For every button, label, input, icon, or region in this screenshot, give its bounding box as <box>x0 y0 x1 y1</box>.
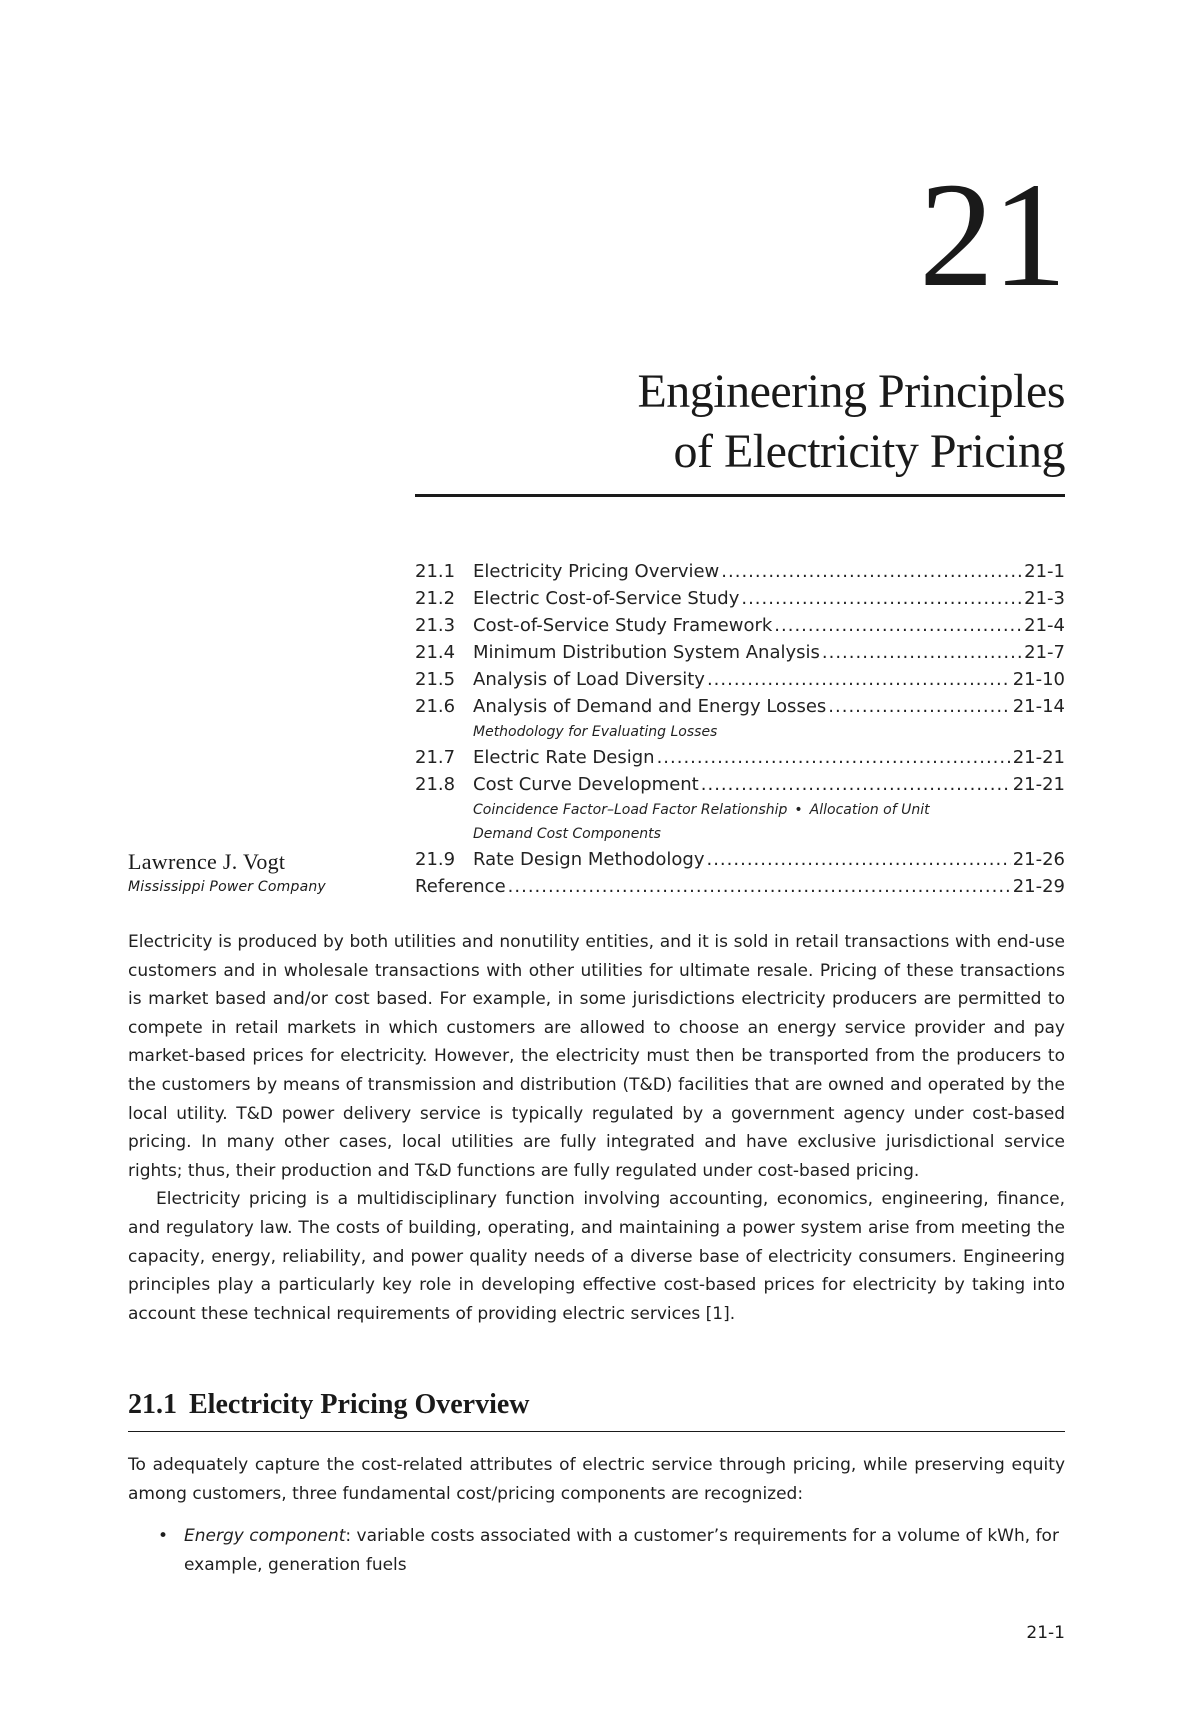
toc-entry-page: 21-7 <box>1024 642 1065 663</box>
toc-subentry-text: Coincidence Factor–Load Factor Relationship <box>473 802 788 818</box>
toc-subentry-separator: • <box>794 802 803 818</box>
toc-entry-21-3[interactable] <box>415 612 1065 639</box>
toc-leader-dots <box>706 846 1010 873</box>
chapter-title-line-2: of Electricity Pricing <box>673 425 1065 478</box>
toc-entry-21-9[interactable] <box>415 846 1065 873</box>
toc-subentry-21-8-cont <box>415 822 1065 846</box>
toc-entry-number: 21.6 <box>415 696 456 717</box>
toc-entry-title: Electric Rate Design <box>473 747 655 768</box>
toc-leader-dots <box>822 639 1022 666</box>
toc-leader-dots <box>774 612 1022 639</box>
toc-leader-dots <box>828 693 1010 720</box>
chapter-title-line-1: Engineering Principles <box>637 365 1065 418</box>
bullet-text: : variable costs associated with a customer’s requirements for a volume of kWh, for example, generation fuels <box>184 1526 1059 1575</box>
toc-entry-page: 21-26 <box>1012 849 1065 870</box>
toc-entry-page: 21-14 <box>1012 696 1065 717</box>
toc-subentry-text: Allocation of Unit <box>809 802 930 818</box>
toc-entry-21-5[interactable] <box>415 666 1065 693</box>
toc-entry-21-6[interactable] <box>415 693 1065 720</box>
toc-entry-number: 21.3 <box>415 615 456 636</box>
bullet-icon: • <box>158 1526 169 1546</box>
toc-entry-page: 21-3 <box>1024 588 1065 609</box>
toc-entry-21-7[interactable] <box>415 744 1065 771</box>
author-affiliation: Mississippi Power Company <box>128 879 326 895</box>
toc-subentry-21-8 <box>415 798 1065 822</box>
toc-entry-title: Cost Curve Development <box>473 774 699 795</box>
section-paragraph: To adequately capture the cost-related attributes of electric service through pricing, while preserving equity among customers, three fundamental cost/pricing components are recognized: <box>128 1455 1065 1504</box>
toc-entry-title: Electric Cost-of-Service Study <box>473 588 740 609</box>
toc-entry-number: 21.2 <box>415 588 456 609</box>
toc-entry-21-8[interactable] <box>415 771 1065 798</box>
toc-entry-title: Reference <box>415 876 506 897</box>
bullet-item-energy-component <box>158 1522 1065 1579</box>
toc-entry-21-4[interactable] <box>415 639 1065 666</box>
toc-entry-page: 21-4 <box>1024 615 1065 636</box>
toc-entry-number: 21.1 <box>415 561 456 582</box>
table-of-contents <box>415 558 1065 900</box>
author-block <box>128 848 326 898</box>
toc-entry-page: 21-21 <box>1012 774 1065 795</box>
toc-entry-reference[interactable] <box>415 873 1065 900</box>
toc-subentry-text: Methodology for Evaluating Losses <box>473 724 718 740</box>
toc-leader-dots <box>508 873 1011 900</box>
title-rule <box>415 494 1065 497</box>
toc-entry-page: 21-10 <box>1012 669 1065 690</box>
toc-entry-21-1[interactable] <box>415 558 1065 585</box>
toc-entry-page: 21-29 <box>1012 876 1065 897</box>
toc-leader-dots <box>721 558 1022 585</box>
bullet-term: Energy component <box>184 1526 346 1546</box>
toc-leader-dots <box>707 666 1011 693</box>
toc-entry-number: 21.4 <box>415 642 456 663</box>
toc-entry-number: 21.7 <box>415 747 456 768</box>
section-heading <box>128 1385 1065 1432</box>
toc-leader-dots <box>701 771 1011 798</box>
toc-entry-page: 21-21 <box>1012 747 1065 768</box>
toc-entry-number: 21.9 <box>415 849 456 870</box>
toc-subentry-21-6 <box>415 720 1065 744</box>
section-body <box>128 1451 1065 1508</box>
author-name: Lawrence J. Vogt <box>128 849 286 874</box>
toc-entry-number: 21.5 <box>415 669 456 690</box>
toc-leader-dots <box>657 744 1011 771</box>
chapter-title <box>365 362 1065 482</box>
toc-entry-title: Electricity Pricing Overview <box>473 561 720 582</box>
intro-text <box>128 928 1065 1328</box>
toc-entry-title: Rate Design Methodology <box>473 849 705 870</box>
toc-entry-page: 21-1 <box>1024 561 1065 582</box>
section-title: Electricity Pricing Overview <box>189 1389 530 1420</box>
toc-entry-title: Cost-of-Service Study Framework <box>473 615 773 636</box>
toc-entry-number: 21.8 <box>415 774 456 795</box>
chapter-number: 21 <box>919 152 1065 318</box>
page-number: 21-1 <box>1026 1623 1065 1643</box>
section-number: 21.1 <box>128 1389 177 1420</box>
toc-leader-dots <box>741 585 1022 612</box>
toc-subentry-text: Demand Cost Components <box>473 826 661 842</box>
toc-entry-21-2[interactable] <box>415 585 1065 612</box>
toc-entry-title: Analysis of Load Diversity <box>473 669 705 690</box>
toc-entry-title: Minimum Distribution System Analysis <box>473 642 820 663</box>
toc-entry-title: Analysis of Demand and Energy Losses <box>473 696 827 717</box>
intro-paragraph-1: Electricity is produced by both utilities and nonutility entities, and it is sold in retail transactions with end-use customers and in wholesale transactions with other utilities for ultimate resale. Pricing of these transactions is market based and/or cost based. For example, in some jurisdictions electricity producers are permitted to compete in retail markets in which customers are allowed to choose an energy service provider and pay market-based prices for electricity. However, the electricity must then be transported from the producers to the customers by means of transmission and distribution (T&D) facilities that are owned and operated by the local utility. T&D power delivery service is typically regulated by a government agency under cost-based pricing. In many other cases, local utilities are fully integrated and have exclusive jurisdictional service rights; thus, their production and T&D functions are fully regulated under cost-based pricing. <box>128 932 1065 1181</box>
intro-paragraph-2: Electricity pricing is a multidisciplinary function involving accounting, economics, engineering, finance, and regulatory law. The costs of building, operating, and maintaining a power system arise from meeting the capacity, energy, reliability, and power quality needs of a diverse base of electricity consumers. Engineering principles play a particularly key role in developing effective cost-based prices for electricity by taking into account these technical requirements of providing electric services [1]. <box>128 1189 1065 1324</box>
